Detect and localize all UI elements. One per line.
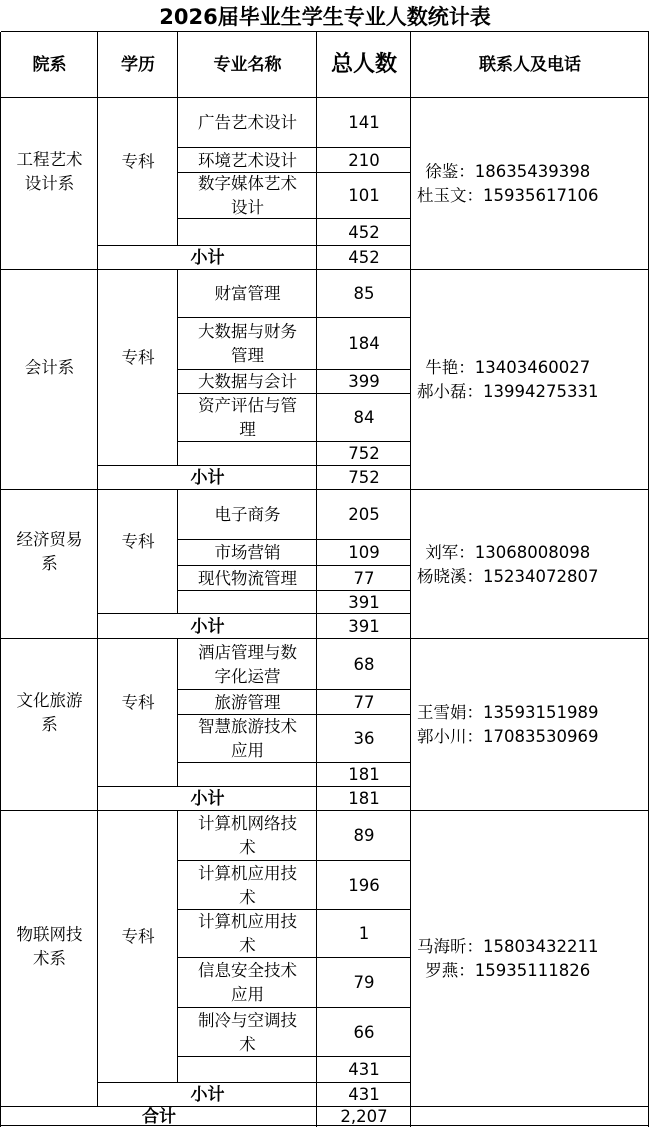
subtotal-label: 小计	[190, 789, 225, 809]
header-major: 专业名称	[213, 55, 282, 75]
degree-value: 专科	[121, 693, 155, 712]
major-count: 399	[348, 372, 380, 391]
major-count: 85	[353, 284, 375, 303]
major-count: 36	[353, 729, 375, 748]
major-count: 89	[353, 826, 375, 845]
header-contact: 联系人及电话	[479, 55, 581, 75]
major-count: 109	[348, 543, 380, 562]
contact-info: 刘军：13068008098 杨晓溪：15234072807	[417, 542, 599, 586]
major-name: 智慧旅游技术 应用	[198, 717, 297, 760]
major-name: 市场营销	[214, 543, 281, 562]
subtotal-value: 752	[348, 468, 380, 487]
degree-value: 专科	[121, 152, 155, 171]
department-name: 工程艺术 设计系	[16, 150, 83, 193]
department-total: 181	[348, 765, 380, 784]
contact-info: 牛艳：13403460027 郝小磊：13994275331	[417, 358, 599, 401]
major-count: 84	[353, 408, 375, 427]
major-count: 184	[348, 334, 380, 353]
major-name: 数字媒体艺术 设计	[198, 174, 297, 217]
contact-info: 马海昕：15803432211 罗燕：15935111826	[417, 937, 599, 980]
major-name: 大数据与财务 管理	[198, 322, 297, 365]
major-name: 环境艺术设计	[198, 150, 297, 170]
major-name: 财富管理	[214, 284, 281, 303]
major-count: 79	[353, 973, 375, 992]
major-count: 77	[353, 568, 375, 588]
major-count: 210	[348, 150, 380, 170]
major-name: 制冷与空调技 术	[198, 1010, 297, 1054]
header-department: 院系	[32, 55, 67, 75]
department-name: 会计系	[24, 358, 75, 377]
major-count: 1	[358, 924, 370, 943]
subtotal-label: 小计	[190, 616, 225, 637]
major-name: 电子商务	[214, 505, 281, 524]
contact-info: 徐鉴：18635439398 杜玉文：15935617106	[417, 162, 599, 205]
subtotal-value: 391	[348, 616, 380, 636]
header-total: 总人数	[330, 52, 397, 77]
contact-info: 王雪娟：13593151989 郭小川：17083530969	[417, 703, 599, 746]
major-name: 资产评估与管 理	[198, 396, 297, 439]
major-count: 205	[348, 505, 380, 524]
major-name: 旅游管理	[214, 692, 281, 712]
department-total: 752	[348, 444, 380, 463]
major-count: 101	[348, 186, 380, 205]
major-count: 196	[348, 875, 380, 895]
major-name: 广告艺术设计	[198, 113, 297, 132]
subtotal-label: 小计	[190, 468, 225, 488]
major-name: 酒店管理与数 字化运营	[198, 642, 297, 686]
department-name: 物联网技 术系	[16, 925, 83, 968]
page-title: 2026届毕业生学生专业人数统计表	[159, 5, 491, 29]
degree-value: 专科	[121, 532, 155, 551]
header-degree: 学历	[121, 55, 155, 75]
major-name: 大数据与会计	[198, 372, 297, 391]
subtotal-value: 431	[348, 1085, 380, 1104]
major-count: 141	[348, 113, 380, 132]
major-name: 信息安全技术 应用	[198, 961, 297, 1004]
major-name: 计算机应用技 术	[198, 863, 297, 907]
subtotal-label: 小计	[190, 1085, 225, 1105]
major-name: 计算机网络技 术	[198, 814, 297, 857]
subtotal-label: 小计	[190, 248, 225, 268]
degree-value: 专科	[121, 927, 155, 946]
grand-total-label: 合计	[142, 1107, 176, 1127]
department-total: 452	[348, 222, 380, 242]
subtotal-value: 181	[348, 789, 380, 808]
subtotal-value: 452	[348, 248, 380, 267]
grand-total-value: 2,207	[340, 1107, 388, 1126]
department-name: 经济贸易 系	[16, 530, 83, 573]
major-count: 68	[353, 654, 375, 674]
major-count: 66	[353, 1022, 375, 1042]
degree-value: 专科	[121, 348, 155, 367]
major-name: 计算机应用技 术	[198, 912, 297, 955]
major-name: 现代物流管理	[198, 568, 297, 588]
department-total: 431	[348, 1060, 380, 1079]
department-name: 文化旅游 系	[16, 691, 83, 734]
department-total: 391	[348, 592, 380, 612]
major-count: 77	[353, 692, 375, 712]
